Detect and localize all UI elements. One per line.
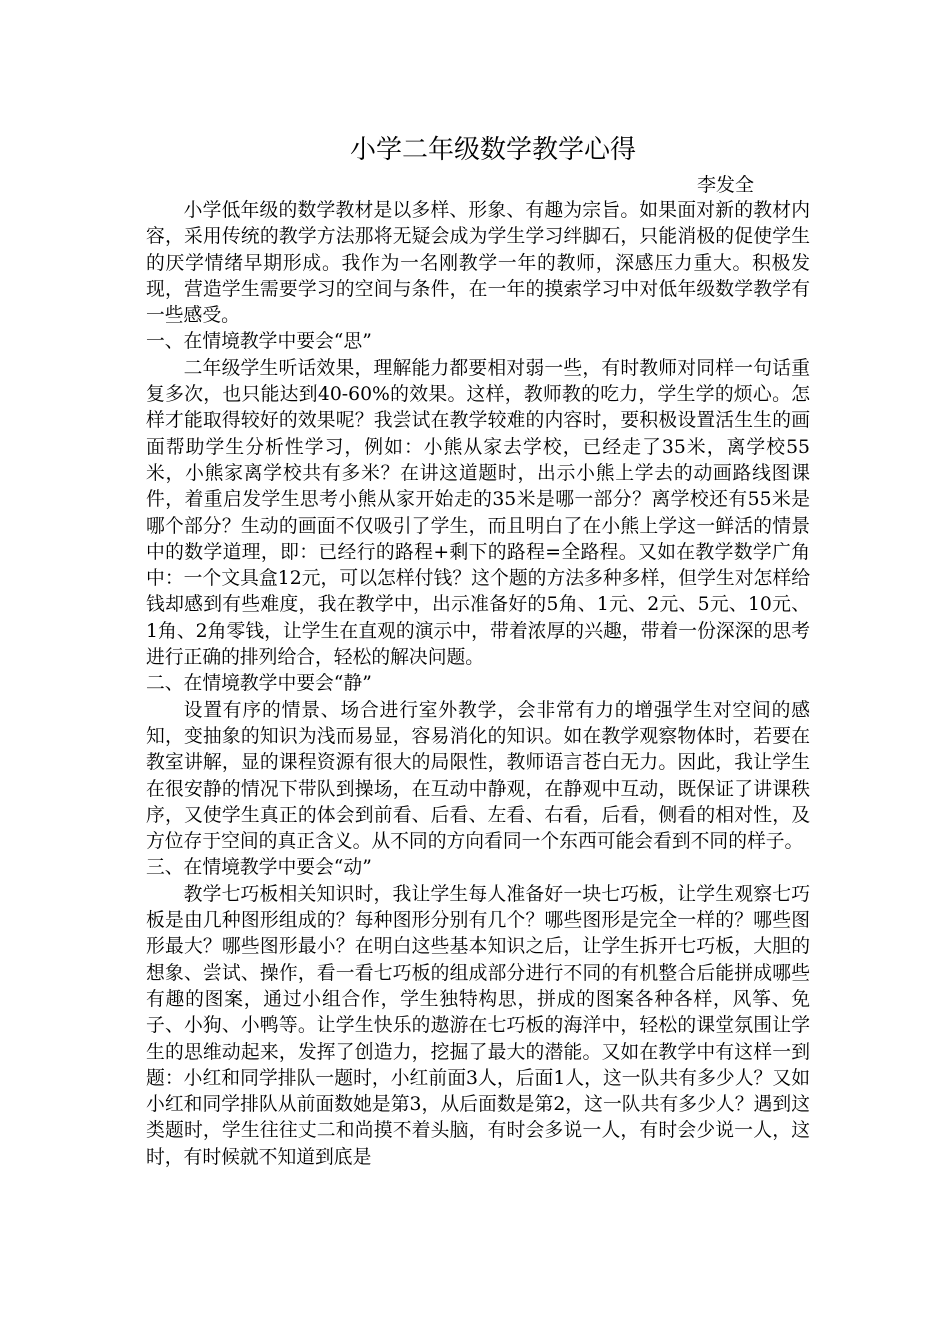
section-body-2: 设置有序的情景、场合进行室外教学，会非常有力的增强学生对空间的感知，变抽象的知识为浅而易显，容易消化的知识。如在教学观察物体时，若要在教室讲解，显的课程资源有很大的局限性，教师语言苍白无力。因此，我让学生在很安静的情况下带队到操场，在互动中静观，在静观中互动，既保证了讲课秩序，又使学生真正的体会到前看、后看、左看、右看，后看，侧看的相对性，及方位存于空间的真正含义。从不同的方向看同一个东西可能会看到不同的样子。 [146, 699, 810, 853]
section-heading-3: 三、在情境教学中要会“动” [146, 857, 372, 879]
section-body-1: 二年级学生听话效果，理解能力都要相对弱一些，有时教师对同样一句话重复多次，也只能达到40-60%的效果。这样，教师教的吃力，学生学的烦心。怎样才能取得较好的效果呢？我尝试在教学较难的内容时，要积极设置活生生的画面帮助学生分析性学习，例如：小熊从家去学校，已经走了35米，离学校55米，小熊家离学校共有多米？在讲这道题时，出示小熊上学去的动画路线图课件，着重启发学生思考小熊从家开始走的35米是哪一部分？离学校还有55米是哪个部分？生动的画面不仅吸引了学生，而且明白了在小熊上学这一鲜活的情景中的数学道理，即：已经行的路程+剩下的路程=全路程。又如在教学数学广角中：一个文具盒12元，可以怎样付钱？这个题的方法多种多样，但学生对怎样给钱却感到有些难度，我在教学中，出示准备好的5角、1元、2元、5元、10元、1角、2角零钱，让学生在直观的演示中，带着浓厚的兴趣，带着一份深深的思考进行正确的排列给合，轻松的解决问题。 [146, 357, 810, 669]
document-author: 李发全 [696, 174, 754, 196]
section-heading-1: 一、在情境教学中要会“思” [146, 331, 372, 353]
document-title: 小学二年级数学教学心得 [349, 135, 636, 165]
intro-paragraph: 小学低年级的数学教材是以多样、形象、有趣为宗旨。如果面对新的教材内容，采用传统的教学方法那将无疑会成为学生学习绊脚石，只能消极的促使学生的厌学情绪早期形成。我作为一名刚教学一年的教师，深感压力重大。积极发现，营造学生需要学习的空间与条件，在一年的摸索学习中对低年级数学教学有一些感受。 [146, 200, 810, 327]
section-body-3: 教学七巧板相关知识时，我让学生每人准备好一块七巧板，让学生观察七巧板是由几种图形组成的？每种图形分别有几个？哪些图形是完全一样的？哪些图形最大？哪些图形最小？在明白这些基本知识之后，让学生拆开七巧板，大胆的想象、尝试、操作，看一看七巧板的组成部分进行不同的有机整合后能拼成哪些有趣的图案，通过小组合作，学生独特构思，拼成的图案各种各样，风筝、免子、小狗、小鸭等。让学生快乐的遨游在七巧板的海洋中，轻松的课堂氛围让学生的思维动起来，发挥了创造力，挖掘了最大的潜能。又如在教学中有这样一到题：小红和同学排队一题时，小红前面3人，后面1人，这一队共有多少人？又如小红和同学排队从前面数她是第3，从后面数是第2，这一队共有多少人？遇到这类题时，学生往往丈二和尚摸不着头脑，有时会多说一人，有时会少说一人，这时，有时候就不知道到底是 [146, 883, 810, 1168]
document-page [146, 128, 810, 1171]
section-heading-2: 二、在情境教学中要会“静” [146, 673, 372, 695]
